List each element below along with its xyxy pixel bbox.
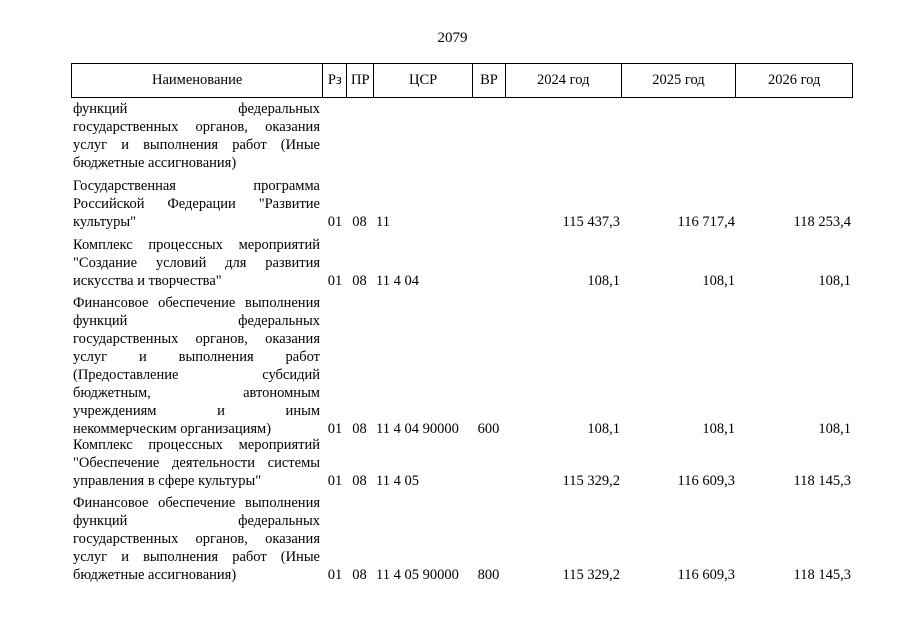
row-csr: 11 4 05 — [376, 473, 419, 489]
row-csr: 11 — [376, 214, 390, 230]
row-name-line: Комплекс процессных мероприятий — [73, 437, 320, 453]
row-rz: 01 — [327, 567, 343, 583]
table-row — [71, 236, 853, 290]
table-row — [71, 436, 853, 490]
table-row — [71, 494, 853, 584]
row-value-2024: 108,1 — [587, 421, 620, 437]
row-value-2026: 118 145,3 — [793, 567, 851, 583]
row-value-2025: 108,1 — [702, 273, 735, 289]
header-year-2024: 2024 год — [505, 64, 621, 97]
row-name-line: управления в сфере культуры" — [73, 473, 262, 489]
row-rz: 01 — [327, 421, 343, 437]
row-rz: 01 — [327, 214, 343, 230]
row-name — [71, 177, 322, 231]
row-csr: 11 4 04 — [376, 273, 419, 289]
row-value-2024: 115 437,3 — [562, 214, 620, 230]
row-name-line: услуг и выполнения работ (Иные — [73, 549, 320, 565]
row-pr: 08 — [352, 473, 367, 489]
row-vr: 800 — [477, 567, 500, 583]
row-value-2024: 108,1 — [587, 273, 620, 289]
row-pr: 08 — [352, 214, 367, 230]
table-row — [71, 294, 853, 438]
row-name-line: государственных органов, оказания — [73, 119, 320, 135]
row-name — [71, 100, 322, 172]
row-name-line: "Обеспечение деятельности системы — [73, 455, 320, 471]
row-value-2025: 116 609,3 — [677, 473, 735, 489]
row-name-line: учреждениям и иным — [73, 403, 320, 419]
row-rz: 01 — [327, 273, 343, 289]
row-name-line: государственных органов, оказания — [73, 531, 320, 547]
row-name-line: бюджетным, автономным — [73, 385, 320, 401]
row-value-2024: 115 329,2 — [562, 473, 620, 489]
row-value-2026: 118 253,4 — [793, 214, 851, 230]
row-csr: 11 4 04 90000 — [376, 421, 459, 437]
table-row — [71, 177, 853, 231]
row-name-line: функций федеральных — [73, 101, 320, 117]
row-value-2025: 116 609,3 — [677, 567, 735, 583]
row-pr: 08 — [352, 567, 367, 583]
row-name — [71, 436, 322, 490]
row-name-line: Финансовое обеспечение выполнения — [73, 295, 320, 311]
row-name-line: Комплекс процессных мероприятий — [73, 237, 320, 253]
row-name-line: Финансовое обеспечение выполнения — [73, 495, 320, 511]
row-value-2026: 108,1 — [818, 421, 851, 437]
row-name-line: услуг и выполнения работ (Иные — [73, 137, 320, 153]
header-pr: ПР — [346, 64, 373, 97]
row-value-2026: 118 145,3 — [793, 473, 851, 489]
budget-table — [71, 63, 853, 583]
header-year-2025: 2025 год — [621, 64, 736, 97]
table-header — [71, 63, 853, 98]
row-value-2024: 115 329,2 — [562, 567, 620, 583]
row-pr: 08 — [352, 421, 367, 437]
row-value-2026: 108,1 — [818, 273, 851, 289]
row-name-line: искусства и творчества" — [73, 273, 222, 289]
row-name — [71, 236, 322, 290]
header-rz: Рз — [322, 64, 346, 97]
row-name-line: функций федеральных — [73, 313, 320, 329]
header-name: Наименование — [152, 72, 243, 88]
header-year-2026: 2026 год — [735, 64, 852, 97]
row-value-2025: 116 717,4 — [677, 214, 735, 230]
header-csr: ЦСР — [373, 64, 472, 97]
row-name — [71, 494, 322, 584]
row-vr: 600 — [477, 421, 500, 437]
row-name-line: бюджетные ассигнования) — [73, 155, 237, 171]
row-name-line: (Предоставление субсидий — [73, 367, 320, 383]
row-name — [71, 294, 322, 438]
header-vr: ВР — [472, 64, 505, 97]
row-name-line: некоммерческим организациям) — [73, 421, 272, 437]
row-name-line: "Создание условий для развития — [73, 255, 320, 271]
row-name-line: Государственная программа — [73, 178, 320, 194]
row-rz: 01 — [327, 473, 343, 489]
table-row — [71, 100, 853, 172]
row-name-line: Российской Федерации "Развитие — [73, 196, 320, 212]
row-name-line: функций федеральных — [73, 513, 320, 529]
row-pr: 08 — [352, 273, 367, 289]
row-csr: 11 4 05 90000 — [376, 567, 459, 583]
row-name-line: бюджетные ассигнования) — [73, 567, 237, 583]
row-name-line: культуры" — [73, 214, 137, 230]
row-name-line: услуг и выполнения работ — [73, 349, 320, 365]
page-number: 2079 — [437, 30, 468, 46]
row-value-2025: 108,1 — [702, 421, 735, 437]
row-name-line: государственных органов, оказания — [73, 331, 320, 347]
